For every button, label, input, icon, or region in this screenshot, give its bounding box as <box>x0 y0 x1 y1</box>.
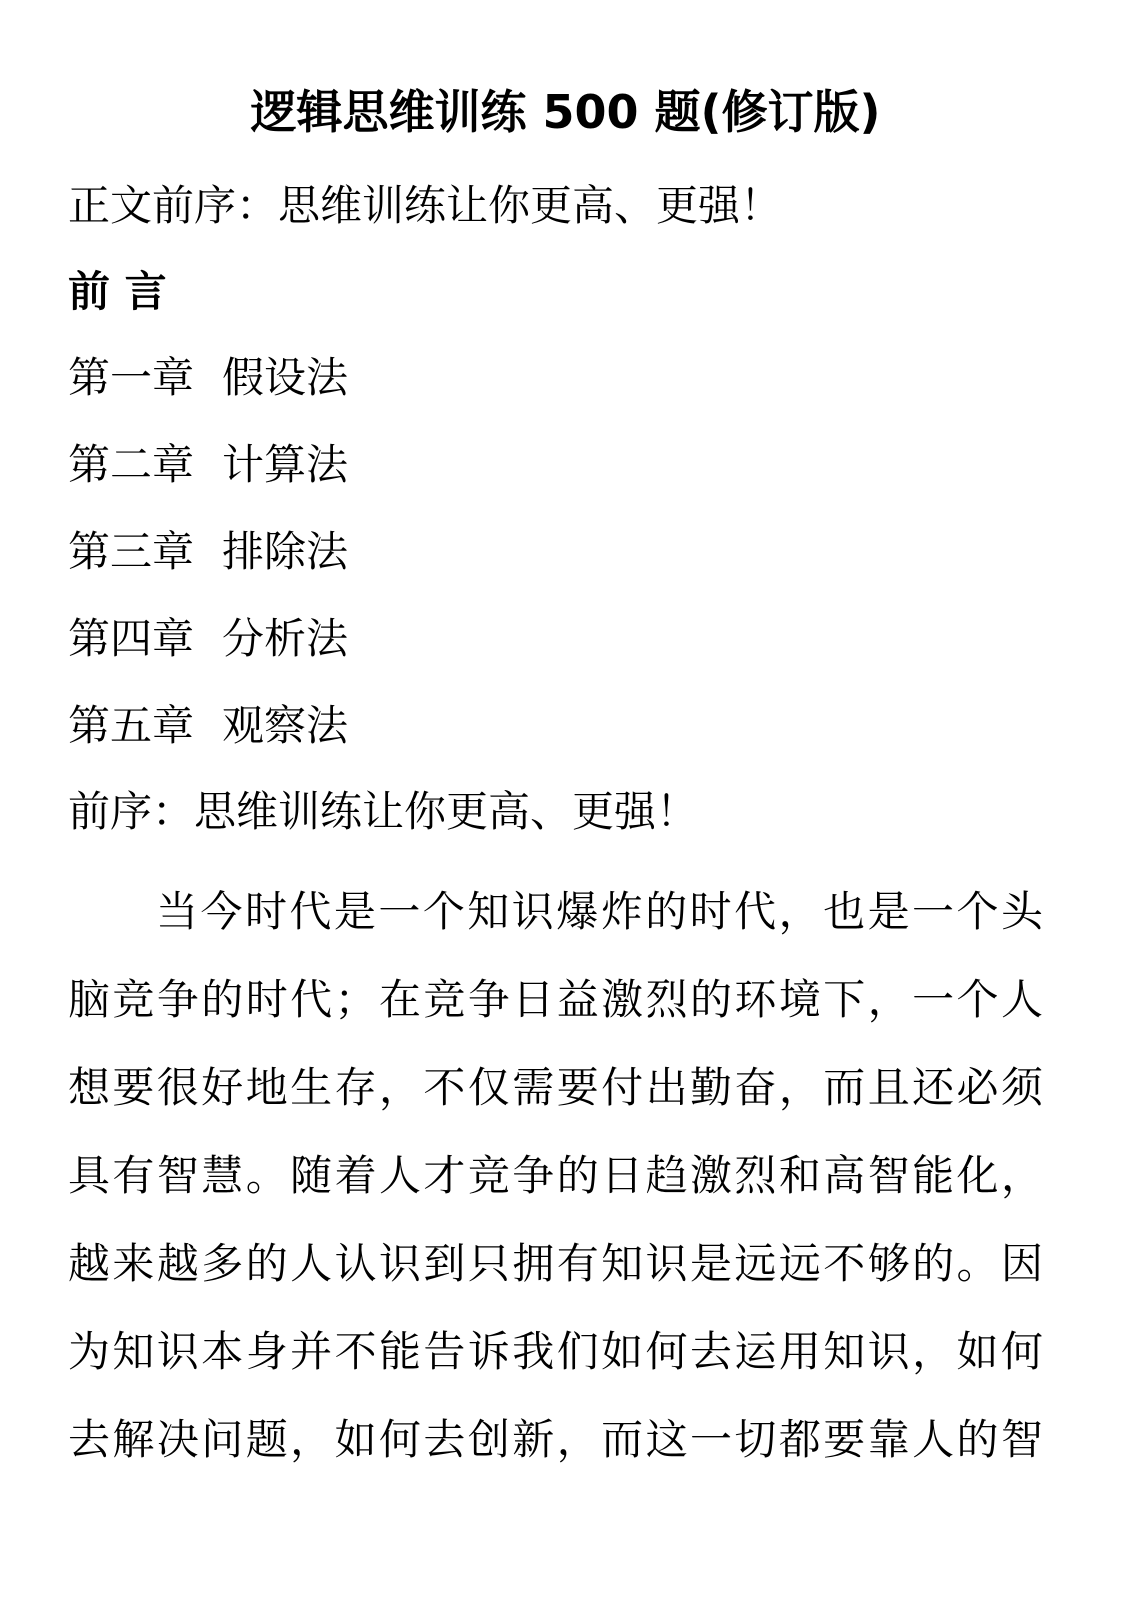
chapter-name: 观察法 <box>222 701 349 750</box>
chapter-number: 第二章 <box>68 440 195 489</box>
chapter-name: 计算法 <box>222 440 349 489</box>
foreword-heading: 前 言 <box>68 267 167 316</box>
preface-heading: 前序：思维训练让你更高、更强！ <box>68 787 699 836</box>
chapter-number: 第三章 <box>68 527 195 576</box>
chapter-name: 假设法 <box>222 353 349 402</box>
chapter-number: 第四章 <box>68 614 195 663</box>
chapter-name: 排除法 <box>222 527 349 576</box>
document-title: 逻辑思维训练 500 题(修订版) <box>250 85 881 139</box>
paragraph-line: 去解决问题，如何去创新，而这一切都要靠人的智 <box>68 1415 1043 1464</box>
chapter-number: 第一章 <box>68 353 195 402</box>
paragraph-line: 脑竞争的时代；在竞争日益激烈的环境下，一个人 <box>68 975 1043 1024</box>
chapter-entry-5 <box>68 696 348 756</box>
paragraph-line: 为知识本身并不能告诉我们如何去运用知识，如何 <box>68 1327 1043 1376</box>
chapter-entry-4 <box>68 609 348 669</box>
paragraph-line: 具有智慧。随着人才竞争的日趋激烈和高智能化， <box>68 1151 1043 1200</box>
toc-preface-entry: 正文前序：思维训练让你更高、更强！ <box>68 181 783 230</box>
preface-paragraph <box>68 868 1043 1484</box>
chapter-entry-3 <box>68 522 348 582</box>
paragraph-line: 想要很好地生存，不仅需要付出勤奋，而且还必须 <box>68 1063 1043 1112</box>
chapter-name: 分析法 <box>222 614 349 663</box>
chapter-entry-2 <box>68 435 348 495</box>
paragraph-line: 越来越多的人认识到只拥有知识是远远不够的。因 <box>68 1239 1043 1288</box>
chapter-entry-1 <box>68 348 348 408</box>
chapter-number: 第五章 <box>68 701 195 750</box>
paragraph-line: 当今时代是一个知识爆炸的时代，也是一个头 <box>156 887 1043 936</box>
